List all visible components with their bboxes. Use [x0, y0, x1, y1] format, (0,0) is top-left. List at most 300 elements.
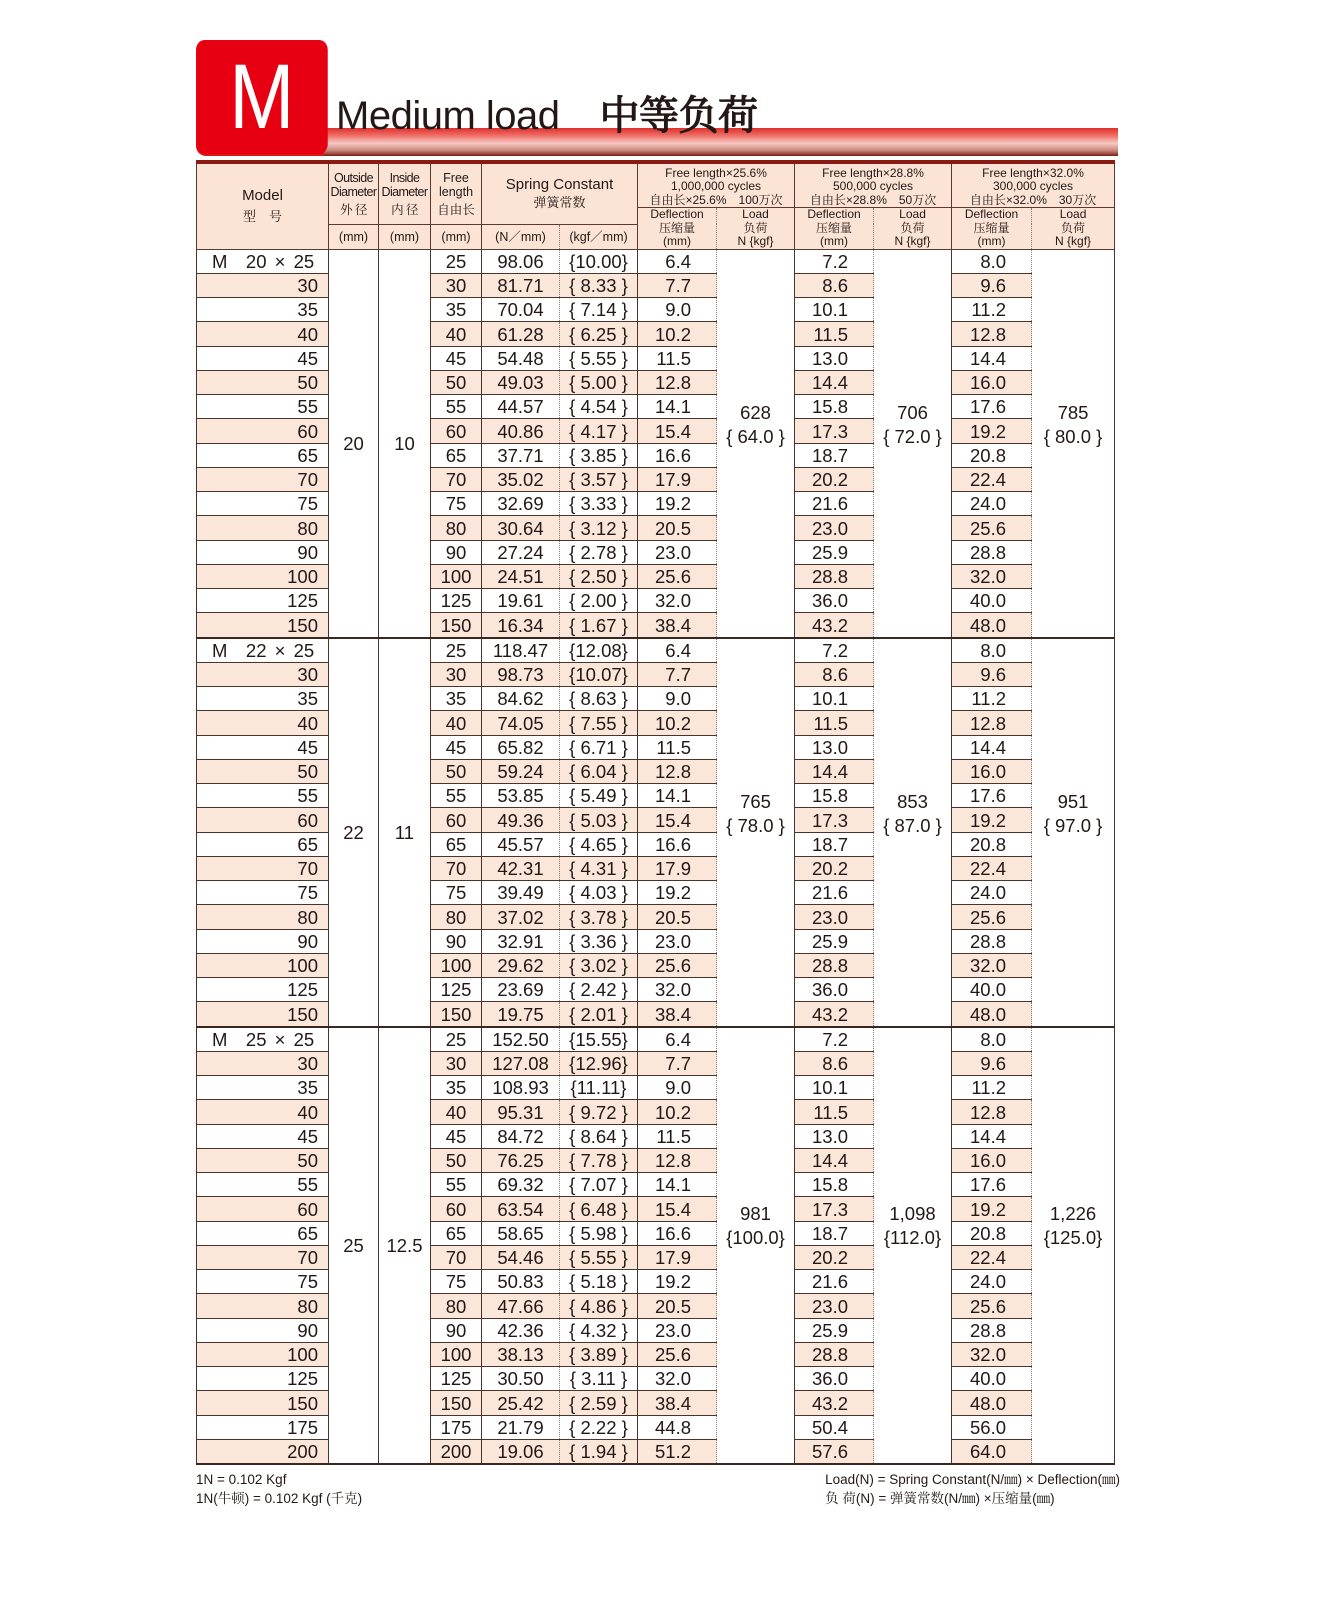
- deflection-cell-1: 44.8: [638, 1415, 717, 1439]
- spring-constant-kgf-cell: { 2.42 }: [560, 978, 638, 1002]
- header-fl-unit: (mm): [431, 224, 482, 249]
- load-kgf: { 78.0 }: [726, 814, 785, 836]
- model-cell: 80: [197, 1294, 329, 1318]
- spring-constant-n-cell: 21.79: [482, 1415, 560, 1439]
- spring-constant-kgf-cell: { 5.49 }: [560, 784, 638, 808]
- free-length-cell: 75: [431, 1270, 482, 1294]
- deflection-cell-3: 9.6: [952, 1051, 1032, 1075]
- free-length-cell: 45: [431, 735, 482, 759]
- load-kgf: { 80.0 }: [1043, 425, 1103, 447]
- free-length-cell: 40: [431, 322, 482, 346]
- deflection-cell-2: 10.1: [795, 298, 874, 322]
- deflection-cell-3: 32.0: [952, 953, 1032, 977]
- deflection-unit: (mm): [820, 234, 848, 249]
- header-id-unit: (mm): [379, 224, 431, 249]
- model-cell: 30: [197, 662, 329, 686]
- deflection-cell-2: 36.0: [795, 1367, 874, 1391]
- load-newton: 1,098: [889, 1203, 936, 1224]
- deflection-cell-3: 40.0: [952, 1367, 1032, 1391]
- free-length-cell: 80: [431, 516, 482, 540]
- header-model-cn: 型 号: [242, 209, 282, 225]
- header-load-2: [874, 208, 952, 249]
- deflection-cell-3: 56.0: [952, 1415, 1032, 1439]
- load-formula-note: [825, 1470, 1120, 1508]
- free-length-cell: 125: [431, 1367, 482, 1391]
- free-length-cell: 90: [431, 1318, 482, 1342]
- deflection-cell-2: 23.0: [795, 905, 874, 929]
- model-cell: 90: [197, 929, 329, 953]
- deflection-cell-3: 12.8: [952, 1100, 1032, 1124]
- spring-constant-kgf-cell: { 3.85 }: [560, 443, 638, 467]
- deflection-cell-1: 32.0: [638, 1367, 717, 1391]
- model-cell: 200: [197, 1439, 329, 1464]
- deflection-cell-1: 23.0: [638, 1318, 717, 1342]
- deflection-cell-1: 16.6: [638, 443, 717, 467]
- load-cell-2: [874, 638, 952, 1027]
- outside-diameter-cell: [329, 638, 379, 1027]
- group-3-line1: Free length×32.0%: [982, 166, 1084, 180]
- spring-constant-n-cell: 23.69: [482, 978, 560, 1002]
- free-length-cell: 25: [431, 249, 482, 273]
- group-2-line1: Free length×28.8%: [822, 166, 924, 180]
- model-cell: 40: [197, 322, 329, 346]
- spring-constant-kgf-cell: { 8.63 }: [560, 687, 638, 711]
- table-body: [197, 249, 1115, 1464]
- free-length-cell: 125: [431, 978, 482, 1002]
- deflection-cell-1: 19.2: [638, 492, 717, 516]
- spring-constant-kgf-cell: { 8.64 }: [560, 1124, 638, 1148]
- load-unit: N {kgf}: [737, 234, 774, 249]
- spring-constant-n-cell: 16.34: [482, 613, 560, 638]
- deflection-cell-1: 11.5: [638, 1124, 717, 1148]
- deflection-cell-1: 17.9: [638, 467, 717, 491]
- group-2-line3: 自由长×28.8% 50万次: [809, 192, 937, 207]
- header-od-unit: (mm): [329, 224, 379, 249]
- header-sc-en: Spring Constant: [505, 175, 614, 193]
- footer-notes: [196, 1470, 1120, 1510]
- spring-constant-n-cell: 118.47: [482, 638, 560, 663]
- deflection-cell-3: 22.4: [952, 856, 1032, 880]
- spring-constant-kgf-cell: { 3.33 }: [560, 492, 638, 516]
- deflection-cell-3: 40.0: [952, 978, 1032, 1002]
- free-length-cell: 90: [431, 540, 482, 564]
- model-cell: 125: [197, 978, 329, 1002]
- deflection-cell-3: 20.8: [952, 443, 1032, 467]
- deflection-cell-2: 36.0: [795, 978, 874, 1002]
- load-newton: 981: [740, 1203, 771, 1224]
- deflection-cell-1: 14.1: [638, 1173, 717, 1197]
- formula-en: Load(N) = Spring Constant(N/㎜) × Deflection(㎜): [825, 1472, 1120, 1488]
- deflection-cell-1: 32.0: [638, 978, 717, 1002]
- model-cell: 50: [197, 1148, 329, 1172]
- spring-constant-kgf-cell: {10.00}: [560, 249, 638, 273]
- deflection-cell-3: 16.0: [952, 759, 1032, 783]
- spring-constant-n-cell: 81.71: [482, 273, 560, 297]
- deflection-cell-1: 10.2: [638, 711, 717, 735]
- spring-constant-kgf-cell: { 2.78 }: [560, 540, 638, 564]
- free-length-cell: 40: [431, 711, 482, 735]
- deflection-cell-3: 22.4: [952, 467, 1032, 491]
- deflection-unit: (mm): [977, 234, 1006, 249]
- free-length-cell: 70: [431, 467, 482, 491]
- deflection-cell-2: 20.2: [795, 467, 874, 491]
- spring-constant-kgf-cell: { 7.07 }: [560, 1173, 638, 1197]
- outside-diameter-value: 25: [343, 1234, 364, 1256]
- deflection-cell-2: 14.4: [795, 759, 874, 783]
- deflection-cell-1: 15.4: [638, 1197, 717, 1221]
- spring-constant-kgf-cell: { 4.65 }: [560, 832, 638, 856]
- spring-constant-kgf-cell: { 6.25 }: [560, 322, 638, 346]
- deflection-cell-2: 21.6: [795, 1270, 874, 1294]
- header-id-line1: Inside: [389, 170, 420, 185]
- spring-constant-kgf-cell: { 3.12 }: [560, 516, 638, 540]
- spring-constant-kgf-cell: { 6.48 }: [560, 1197, 638, 1221]
- model-cell: 100: [197, 1342, 329, 1366]
- deflection-cell-3: 24.0: [952, 1270, 1032, 1294]
- spring-constant-n-cell: 29.62: [482, 953, 560, 977]
- model-cell: 150: [197, 613, 329, 638]
- group-2-line2: 500,000 cycles: [832, 179, 914, 194]
- deflection-cell-3: 16.0: [952, 370, 1032, 394]
- deflection-cell-3: 28.8: [952, 540, 1032, 564]
- deflection-cell-2: 25.9: [795, 540, 874, 564]
- deflection-cell-2: 13.0: [795, 735, 874, 759]
- spring-constant-kgf-cell: {12.96}: [560, 1051, 638, 1075]
- load-newton: 706: [897, 401, 928, 423]
- deflection-cell-1: 11.5: [638, 346, 717, 370]
- load-cell-1: [717, 638, 795, 1027]
- deflection-cell-1: 38.4: [638, 613, 717, 638]
- deflection-cell-2: 8.6: [795, 273, 874, 297]
- spring-constant-kgf-cell: { 6.04 }: [560, 759, 638, 783]
- group-1-line1: Free length×25.6%: [665, 166, 767, 180]
- spring-constant-kgf-cell: { 2.00 }: [560, 589, 638, 613]
- formula-cn: 负 荷(N) = 弹簧常数(N/㎜) ×压缩量(㎜): [825, 1491, 1055, 1507]
- deflection-cell-2: 43.2: [795, 613, 874, 638]
- deflection-cell-3: 48.0: [952, 1002, 1032, 1027]
- free-length-cell: 90: [431, 929, 482, 953]
- free-length-cell: 100: [431, 953, 482, 977]
- load-kgf: {100.0}: [726, 1227, 785, 1248]
- deflection-cell-1: 20.5: [638, 516, 717, 540]
- header-spring-constant: [482, 162, 638, 224]
- header-group-2: [795, 162, 952, 208]
- spring-constant-n-cell: 19.06: [482, 1439, 560, 1464]
- deflection-cell-2: 13.0: [795, 346, 874, 370]
- header-fl-line1: Free: [443, 170, 469, 185]
- deflection-cell-2: 7.2: [795, 249, 874, 273]
- spring-constant-kgf-cell: { 2.22 }: [560, 1415, 638, 1439]
- spring-constant-n-cell: 35.02: [482, 467, 560, 491]
- deflection-cell-2: 43.2: [795, 1391, 874, 1415]
- model-cell: 90: [197, 540, 329, 564]
- header-id-line2: Diameter: [381, 184, 428, 199]
- deflection-cell-3: 25.6: [952, 516, 1032, 540]
- free-length-cell: 80: [431, 1294, 482, 1318]
- deflection-cell-1: 6.4: [638, 638, 717, 663]
- deflection-cell-2: 14.4: [795, 370, 874, 394]
- load-kgf: { 72.0 }: [883, 425, 942, 447]
- deflection-cell-2: 21.6: [795, 881, 874, 905]
- deflection-cell-2: 10.1: [795, 1076, 874, 1100]
- spring-constant-n-cell: 61.28: [482, 322, 560, 346]
- deflection-cell-2: 11.5: [795, 711, 874, 735]
- spring-constant-n-cell: 53.85: [482, 784, 560, 808]
- deflection-cell-2: 28.8: [795, 564, 874, 588]
- spring-constant-n-cell: 74.05: [482, 711, 560, 735]
- deflection-cell-3: 25.6: [952, 1294, 1032, 1318]
- spring-constant-n-cell: 69.32: [482, 1173, 560, 1197]
- load-newton: 785: [1057, 401, 1089, 423]
- deflection-cell-2: 28.8: [795, 1342, 874, 1366]
- free-length-cell: 40: [431, 1100, 482, 1124]
- load-label: Load: [899, 207, 926, 222]
- free-length-cell: 55: [431, 1173, 482, 1197]
- deflection-cell-3: 28.8: [952, 1318, 1032, 1342]
- header-unit-n-mm: (N／mm): [482, 224, 560, 249]
- spring-constant-n-cell: 40.86: [482, 419, 560, 443]
- model-cell: 55: [197, 1173, 329, 1197]
- deflection-cell-3: 24.0: [952, 492, 1032, 516]
- model-cell: 80: [197, 516, 329, 540]
- free-length-cell: 45: [431, 1124, 482, 1148]
- deflection-cell-2: 20.2: [795, 856, 874, 880]
- model-cell: 60: [197, 1197, 329, 1221]
- deflection-cell-2: 43.2: [795, 1002, 874, 1027]
- header-deflection-2: [795, 208, 874, 249]
- model-cell: 75: [197, 881, 329, 905]
- spring-constant-kgf-cell: { 3.89 }: [560, 1342, 638, 1366]
- unit-conversion-note: [196, 1470, 362, 1508]
- deflection-cell-1: 7.7: [638, 1051, 717, 1075]
- load-newton: 765: [740, 790, 771, 812]
- load-cell-3: [1032, 638, 1115, 1027]
- deflection-cell-1: 51.2: [638, 1439, 717, 1464]
- deflection-cell-2: 18.7: [795, 443, 874, 467]
- model-cell: 65: [197, 832, 329, 856]
- deflection-cell-3: 64.0: [952, 1439, 1032, 1464]
- model-cell: 45: [197, 346, 329, 370]
- free-length-cell: 125: [431, 589, 482, 613]
- deflection-cell-3: 17.6: [952, 1173, 1032, 1197]
- model-cell: 60: [197, 419, 329, 443]
- deflection-cell-3: 17.6: [952, 395, 1032, 419]
- table-row: [197, 638, 1115, 663]
- deflection-cell-2: 18.7: [795, 1221, 874, 1245]
- group-1-line3: 自由长×25.6% 100万次: [649, 192, 783, 207]
- free-length-cell: 35: [431, 298, 482, 322]
- deflection-cell-1: 6.4: [638, 1027, 717, 1052]
- deflection-label-cn: 压缩量: [816, 220, 853, 235]
- deflection-cell-1: 7.7: [638, 273, 717, 297]
- model-cell: 175: [197, 1415, 329, 1439]
- deflection-cell-3: 40.0: [952, 589, 1032, 613]
- deflection-cell-2: 57.6: [795, 1439, 874, 1464]
- deflection-cell-2: 17.3: [795, 1197, 874, 1221]
- spring-constant-kgf-cell: { 4.31 }: [560, 856, 638, 880]
- spring-constant-kgf-cell: { 2.59 }: [560, 1391, 638, 1415]
- free-length-cell: 55: [431, 784, 482, 808]
- deflection-cell-3: 32.0: [952, 564, 1032, 588]
- model-cell: 100: [197, 564, 329, 588]
- model-cell: 100: [197, 953, 329, 977]
- header-load-3: [1032, 208, 1115, 249]
- load-newton: 951: [1057, 790, 1089, 812]
- header-group-1: [638, 162, 795, 208]
- deflection-cell-2: 20.2: [795, 1245, 874, 1269]
- header-load-1: [717, 208, 795, 249]
- spring-constant-n-cell: 127.08: [482, 1051, 560, 1075]
- deflection-cell-1: 16.6: [638, 1221, 717, 1245]
- deflection-cell-3: 8.0: [952, 1027, 1032, 1052]
- deflection-cell-1: 23.0: [638, 540, 717, 564]
- deflection-cell-1: 20.5: [638, 905, 717, 929]
- spring-constant-kgf-cell: {15.55}: [560, 1027, 638, 1052]
- spring-constant-kgf-cell: { 5.00 }: [560, 370, 638, 394]
- spring-constant-kgf-cell: { 3.78 }: [560, 905, 638, 929]
- model-cell: 35: [197, 298, 329, 322]
- model-cell: 55: [197, 395, 329, 419]
- deflection-label-cn: 压缩量: [659, 220, 696, 235]
- model-cell: M 20 × 25: [197, 249, 329, 273]
- spring-constant-n-cell: 39.49: [482, 881, 560, 905]
- model-cell: 150: [197, 1002, 329, 1027]
- free-length-cell: 150: [431, 1391, 482, 1415]
- load-label-cn: 负荷: [1061, 220, 1086, 235]
- header-outside-diameter: [329, 162, 379, 224]
- model-cell: 65: [197, 1221, 329, 1245]
- deflection-cell-3: 11.2: [952, 1076, 1032, 1100]
- spring-constant-kgf-cell: {11.11}: [560, 1076, 638, 1100]
- free-length-cell: 30: [431, 273, 482, 297]
- deflection-cell-1: 38.4: [638, 1391, 717, 1415]
- model-cell: 55: [197, 784, 329, 808]
- inside-diameter-value: 12.5: [386, 1234, 423, 1256]
- deflection-cell-2: 8.6: [795, 662, 874, 686]
- header-group-3: [952, 162, 1115, 208]
- load-kgf: {125.0}: [1043, 1227, 1103, 1248]
- deflection-cell-3: 32.0: [952, 1342, 1032, 1366]
- model-cell: 125: [197, 1367, 329, 1391]
- deflection-cell-1: 9.0: [638, 1076, 717, 1100]
- spring-constant-n-cell: 50.83: [482, 1270, 560, 1294]
- load-kgf: { 97.0 }: [1043, 814, 1103, 836]
- header-od-line2: Diameter: [330, 184, 377, 199]
- model-cell: 50: [197, 370, 329, 394]
- inside-diameter-cell: [379, 1027, 431, 1465]
- deflection-cell-2: 15.8: [795, 1173, 874, 1197]
- free-length-cell: 60: [431, 808, 482, 832]
- free-length-cell: 100: [431, 1342, 482, 1366]
- header-fl-line2: length: [438, 184, 474, 199]
- free-length-cell: 65: [431, 832, 482, 856]
- deflection-unit: (mm): [663, 234, 691, 249]
- deflection-cell-2: 10.1: [795, 687, 874, 711]
- conversion-en: 1N = 0.102 Kgf: [196, 1472, 287, 1488]
- spring-constant-n-cell: 70.04: [482, 298, 560, 322]
- deflection-cell-3: 11.2: [952, 298, 1032, 322]
- inside-diameter-value: 11: [394, 821, 415, 843]
- deflection-cell-3: 20.8: [952, 832, 1032, 856]
- deflection-cell-1: 15.4: [638, 808, 717, 832]
- model-cell: 40: [197, 711, 329, 735]
- deflection-cell-2: 7.2: [795, 1027, 874, 1052]
- deflection-cell-3: 48.0: [952, 1391, 1032, 1415]
- deflection-cell-3: 14.4: [952, 735, 1032, 759]
- spring-constant-n-cell: 24.51: [482, 564, 560, 588]
- spring-constant-kgf-cell: { 9.72 }: [560, 1100, 638, 1124]
- deflection-cell-3: 14.4: [952, 1124, 1032, 1148]
- deflection-cell-1: 12.8: [638, 759, 717, 783]
- spring-constant-kgf-cell: { 4.32 }: [560, 1318, 638, 1342]
- deflection-cell-1: 25.6: [638, 953, 717, 977]
- deflection-cell-3: 19.2: [952, 419, 1032, 443]
- spring-constant-n-cell: 37.71: [482, 443, 560, 467]
- deflection-cell-1: 25.6: [638, 564, 717, 588]
- deflection-cell-2: 15.8: [795, 784, 874, 808]
- deflection-label: Deflection: [964, 207, 1019, 222]
- deflection-cell-3: 9.6: [952, 662, 1032, 686]
- deflection-cell-1: 11.5: [638, 735, 717, 759]
- spring-constant-n-cell: 65.82: [482, 735, 560, 759]
- deflection-cell-1: 14.1: [638, 395, 717, 419]
- model-cell: 150: [197, 1391, 329, 1415]
- deflection-cell-3: 16.0: [952, 1148, 1032, 1172]
- deflection-cell-1: 19.2: [638, 881, 717, 905]
- free-length-cell: 80: [431, 905, 482, 929]
- group-1-line2: 1,000,000 cycles: [670, 179, 762, 194]
- deflection-cell-1: 9.0: [638, 298, 717, 322]
- group-3-line2: 300,000 cycles: [993, 179, 1074, 194]
- deflection-cell-3: 9.6: [952, 273, 1032, 297]
- model-cell: 60: [197, 808, 329, 832]
- free-length-cell: 30: [431, 1051, 482, 1075]
- load-cell-3: [1032, 249, 1115, 638]
- deflection-cell-1: 20.5: [638, 1294, 717, 1318]
- deflection-cell-1: 7.7: [638, 662, 717, 686]
- spring-constant-n-cell: 32.69: [482, 492, 560, 516]
- deflection-cell-2: 50.4: [795, 1415, 874, 1439]
- load-cell-1: [717, 249, 795, 638]
- load-label: Load: [1059, 207, 1087, 222]
- spring-constant-n-cell: 98.06: [482, 249, 560, 273]
- spring-constant-kgf-cell: { 5.98 }: [560, 1221, 638, 1245]
- deflection-cell-2: 17.3: [795, 808, 874, 832]
- model-cell: 90: [197, 1318, 329, 1342]
- free-length-cell: 50: [431, 759, 482, 783]
- title-area: [196, 40, 1114, 160]
- load-kgf: { 64.0 }: [726, 425, 785, 447]
- spring-constant-n-cell: 76.25: [482, 1148, 560, 1172]
- deflection-cell-2: 11.5: [795, 1100, 874, 1124]
- spring-constant-n-cell: 49.03: [482, 370, 560, 394]
- model-cell: 30: [197, 1051, 329, 1075]
- spring-constant-kgf-cell: { 4.86 }: [560, 1294, 638, 1318]
- spring-constant-kgf-cell: { 3.11 }: [560, 1367, 638, 1391]
- spring-constant-kgf-cell: { 7.78 }: [560, 1148, 638, 1172]
- spring-constant-kgf-cell: { 7.55 }: [560, 711, 638, 735]
- free-length-cell: 30: [431, 662, 482, 686]
- spring-constant-kgf-cell: {12.08}: [560, 638, 638, 663]
- spring-constant-kgf-cell: { 2.01 }: [560, 1002, 638, 1027]
- spring-constant-n-cell: 152.50: [482, 1027, 560, 1052]
- header-fl-cn: 自由长: [437, 202, 475, 217]
- spring-constant-n-cell: 42.31: [482, 856, 560, 880]
- deflection-cell-3: 22.4: [952, 1245, 1032, 1269]
- deflection-cell-1: 32.0: [638, 589, 717, 613]
- spring-constant-n-cell: 38.13: [482, 1342, 560, 1366]
- deflection-cell-1: 10.2: [638, 322, 717, 346]
